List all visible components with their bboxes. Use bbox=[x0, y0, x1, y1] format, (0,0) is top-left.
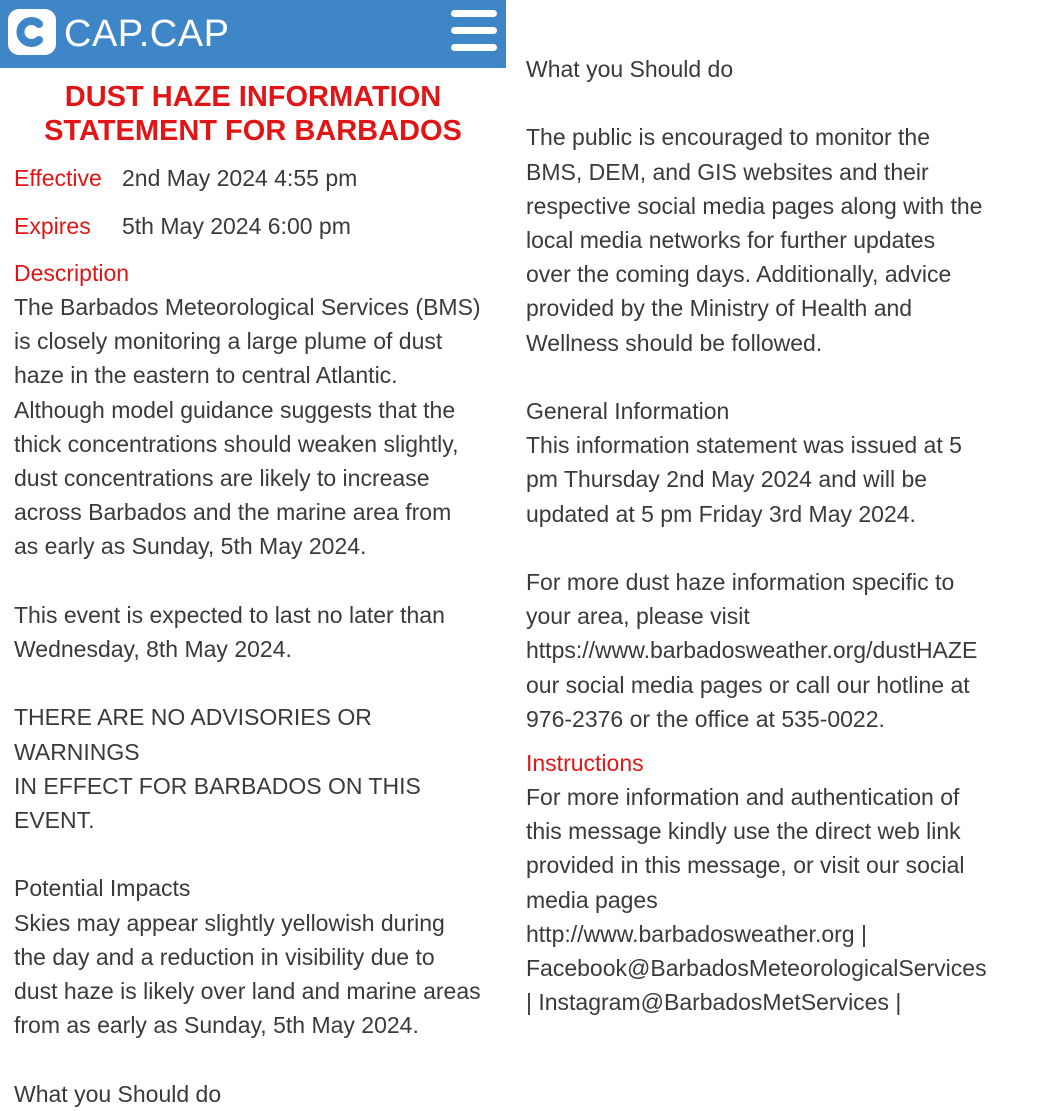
effective-value: 2nd May 2024 4:55 pm bbox=[122, 165, 358, 191]
expires-label: Expires bbox=[14, 213, 91, 239]
app-header bbox=[0, 0, 506, 68]
expires-value: 5th May 2024 6:00 pm bbox=[122, 213, 351, 239]
response-and-info-text: What you Should do The public is encouraged to monitor the BMS, DEM, and GIS websites and their respective social media pages along with the local media networks for further updates over the coming days. Additionally, advice provided by the Ministry of Health and Wellness should be followed. General Information This information statement was issued at 5 pm Thursday 2nd May 2024 and will be updated at 5 pm Friday 3rd May 2024. For more dust haze information specific to your area, please visit https://www.barbadosweather.org/dustHAZE our social media pages or call our hotline at 976-2376 or the office at 535-0022. bbox=[526, 56, 983, 732]
web-link[interactable]: http://www.barbadosweather.org | bbox=[526, 920, 867, 947]
description-text: The Barbados Meteorological Services (BMS) is closely monitoring a large plume of dust haze in the eastern to central Atlantic. Although model guidance suggests that the thick concentrations should weaken slightly, dust concentrations are likely to increase across Barbados and the marine area from as early as Sunday, 5th May 2024. This event is expected to last no later than Wednesday, 8th May 2024. THERE ARE NO ADVISORIES OR WARNINGS IN EFFECT FOR BARBADOS ON THIS EVENT. Potential Impacts Skies may appear slightly yellowish during the day and a reduction in visibility due to dust haze is likely over land and marine areas from as early as Sunday, 5th May 2024. What you Should do bbox=[14, 294, 481, 1107]
logo-c-icon bbox=[8, 9, 56, 55]
headline-line-2: STATEMENT FOR BARBADOS bbox=[44, 115, 462, 147]
instructions-label: Instructions bbox=[526, 750, 644, 777]
right-content bbox=[526, 52, 1046, 1019]
description-section bbox=[14, 256, 500, 1111]
facebook-link[interactable]: Facebook@BarbadosMeteorologicalServices bbox=[526, 955, 987, 982]
effective-label: Effective bbox=[14, 165, 102, 191]
instagram-link[interactable]: | Instagram@BarbadosMetServices | bbox=[526, 989, 902, 1016]
description-label: Description bbox=[14, 260, 130, 286]
effective-row bbox=[14, 163, 357, 193]
expires-row bbox=[14, 211, 351, 241]
right-column bbox=[506, 0, 1024, 1027]
instructions-text: For more information and authentication of this message kindly use the direct web link provided in this message, or visit our social media pages bbox=[526, 784, 965, 913]
alert-headline bbox=[0, 80, 506, 148]
hamburger-menu-icon[interactable] bbox=[451, 10, 497, 56]
left-column bbox=[0, 0, 506, 1107]
headline-line-1: DUST HAZE INFORMATION bbox=[64, 81, 442, 113]
app-title[interactable]: CAP.CAP bbox=[64, 13, 230, 55]
app-logo[interactable] bbox=[8, 9, 56, 55]
